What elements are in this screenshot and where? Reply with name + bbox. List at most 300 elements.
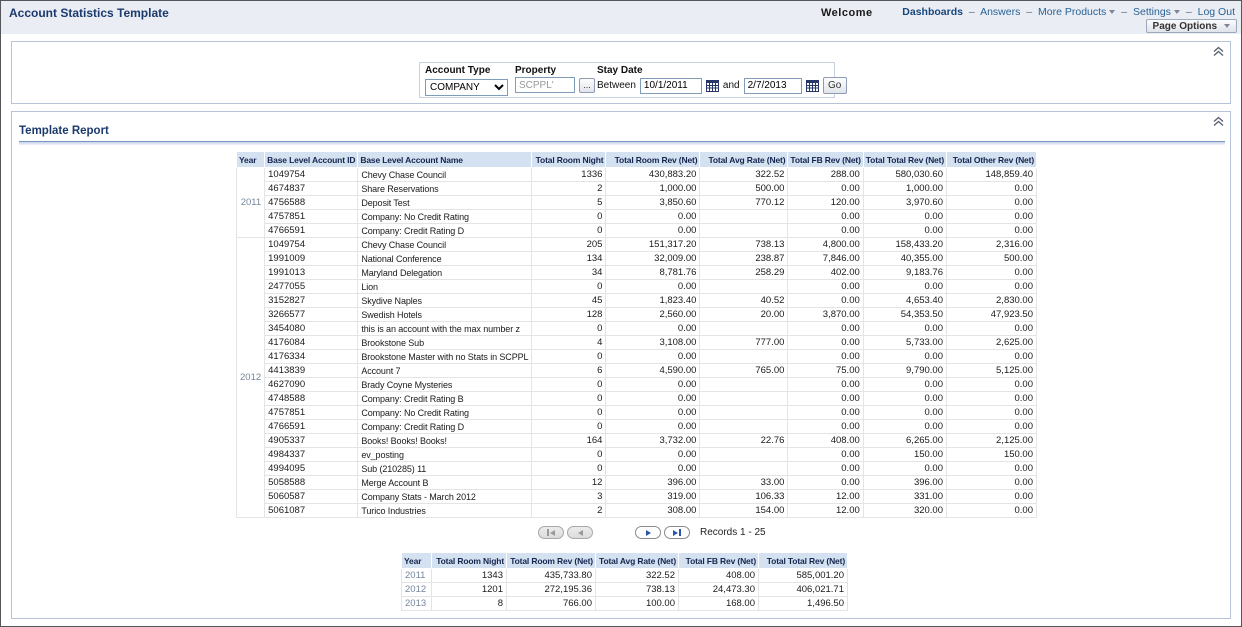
table-cell: 0.00	[863, 210, 946, 224]
table-cell: 0.00	[947, 392, 1037, 406]
table-cell: 0.00	[606, 378, 700, 392]
table-cell: 0	[532, 350, 606, 364]
table-cell: 0.00	[947, 210, 1037, 224]
next-page-button[interactable]	[635, 526, 661, 539]
table-row	[237, 490, 1037, 504]
table-cell: 0.00	[947, 182, 1037, 196]
table-cell: 319.00	[606, 490, 700, 504]
table-cell: 331.00	[863, 490, 946, 504]
table-cell: 5058588	[265, 476, 358, 490]
table-row	[237, 224, 1037, 238]
table-cell: 4757851	[265, 210, 358, 224]
table-row	[237, 210, 1037, 224]
table-cell: 4748588	[265, 392, 358, 406]
stay-date-label: Stay Date	[597, 65, 643, 76]
table-cell: 12.00	[788, 490, 863, 504]
stay-date-from-input[interactable]	[640, 78, 702, 94]
prompt-filter-box	[419, 62, 842, 98]
year-cell: 2012	[402, 583, 432, 597]
column-header: Total Total Rev (Net)	[863, 152, 946, 168]
table-cell: 322.52	[700, 168, 788, 182]
year-cell: 2013	[402, 597, 432, 611]
table-cell: 32,009.00	[606, 252, 700, 266]
table-row	[237, 182, 1037, 196]
stay-date-group	[597, 65, 847, 94]
table-cell: 3,870.00	[788, 308, 863, 322]
table-cell: 4905337	[265, 434, 358, 448]
table-cell	[700, 462, 788, 476]
table-cell: 6	[532, 364, 606, 378]
chevron-down-icon	[1224, 24, 1230, 28]
table-cell: 134	[532, 252, 606, 266]
table-cell: 308.00	[606, 504, 700, 518]
table-cell: 45	[532, 294, 606, 308]
between-label: Between	[597, 80, 636, 91]
table-cell: 3,850.60	[606, 196, 700, 210]
table-row	[237, 448, 1037, 462]
table-cell: 580,030.60	[863, 168, 946, 182]
table-cell: 0.00	[606, 448, 700, 462]
table-cell: 0	[532, 420, 606, 434]
table-cell: 2,625.00	[947, 336, 1037, 350]
table-cell: 0.00	[606, 224, 700, 238]
table-cell: 1,823.40	[606, 294, 700, 308]
table-row	[402, 569, 848, 583]
table-cell: Chevy Chase Council	[358, 168, 532, 182]
table-cell	[700, 280, 788, 294]
calendar-icon[interactable]	[806, 80, 819, 92]
table-cell: 0.00	[947, 378, 1037, 392]
table-cell: 0.00	[863, 420, 946, 434]
and-label: and	[722, 80, 740, 91]
table-cell: 396.00	[606, 476, 700, 490]
table-cell: 585,001.20	[759, 569, 848, 583]
table-cell: 406,021.71	[759, 583, 848, 597]
account-type-label: Account Type	[425, 65, 491, 76]
table-cell: 1,000.00	[606, 182, 700, 196]
table-cell: Books! Books! Books!	[358, 434, 532, 448]
table-row	[402, 597, 848, 611]
table-cell: Brookstone Master with no Stats in SCPPL	[358, 350, 532, 364]
table-cell: 0.00	[947, 476, 1037, 490]
column-header: Total Room Rev (Net)	[606, 152, 700, 168]
table-cell: 0	[532, 378, 606, 392]
table-cell: 0	[532, 448, 606, 462]
table-cell: 3,108.00	[606, 336, 700, 350]
table-cell: Swedish Hotels	[358, 308, 532, 322]
table-cell: 4176084	[265, 336, 358, 350]
table-cell: 0.00	[947, 406, 1037, 420]
table-cell: 4,800.00	[788, 238, 863, 252]
table-cell: 4766591	[265, 224, 358, 238]
table-cell: 738.13	[700, 238, 788, 252]
table-cell: 168.00	[679, 597, 759, 611]
table-cell: 205	[532, 238, 606, 252]
table-cell: 4766591	[265, 420, 358, 434]
table-cell: 500.00	[947, 252, 1037, 266]
table-cell: 0.00	[947, 322, 1037, 336]
table-cell: 0.00	[863, 378, 946, 392]
table-row	[237, 294, 1037, 308]
column-header: Total Room Night	[432, 553, 507, 569]
table-header-row	[237, 152, 1037, 168]
table-cell: 0.00	[788, 406, 863, 420]
collapse-section-icon[interactable]	[1211, 115, 1226, 128]
column-header: Total FB Rev (Net)	[788, 152, 863, 168]
table-cell: Share Reservations	[358, 182, 532, 196]
table-cell: 0.00	[947, 266, 1037, 280]
column-header: Total Avg Rate (Net)	[596, 553, 679, 569]
nav-dashboards-link[interactable]: Dashboards	[902, 6, 963, 18]
table-cell: 0.00	[863, 322, 946, 336]
report-panel	[11, 111, 1231, 619]
table-cell: 150.00	[863, 448, 946, 462]
column-header: Total FB Rev (Net)	[679, 553, 759, 569]
property-label: Property	[515, 65, 557, 76]
global-nav	[902, 6, 1235, 18]
chevron-down-icon	[1174, 10, 1180, 14]
table-cell: National Conference	[358, 252, 532, 266]
table-cell: 0	[532, 462, 606, 476]
table-cell: 0.00	[606, 392, 700, 406]
table-cell: 150.00	[947, 448, 1037, 462]
table-cell: 0.00	[788, 392, 863, 406]
table-cell: 0.00	[606, 462, 700, 476]
table-row	[237, 266, 1037, 280]
table-cell: 0.00	[788, 378, 863, 392]
table-cell	[700, 210, 788, 224]
year-group-cell: 2012	[237, 238, 265, 518]
table-cell: 20.00	[700, 308, 788, 322]
table-cell: this is an account with the max number z	[358, 322, 532, 336]
table-cell: Skydive Naples	[358, 294, 532, 308]
table-cell: 1201	[432, 583, 507, 597]
table-cell: 3266577	[265, 308, 358, 322]
table-cell: 430,883.20	[606, 168, 700, 182]
records-count-label: Records 1 - 25	[700, 527, 766, 538]
table-cell: Turico Industries	[358, 504, 532, 518]
table-cell: 770.12	[700, 196, 788, 210]
table-cell: 402.00	[788, 266, 863, 280]
table-row	[237, 364, 1037, 378]
property-browse-button[interactable]: ...	[579, 78, 595, 93]
table-cell: 8	[432, 597, 507, 611]
nav-separator: –	[1121, 6, 1128, 18]
property-group	[515, 65, 595, 93]
table-cell	[700, 378, 788, 392]
table-cell: 0	[532, 224, 606, 238]
filters-panel	[11, 41, 1231, 104]
previous-page-button[interactable]	[567, 526, 593, 539]
table-cell: 22.76	[700, 434, 788, 448]
table-cell: 500.00	[700, 182, 788, 196]
table-cell: 100.00	[596, 597, 679, 611]
table-cell: 0	[532, 406, 606, 420]
table-cell: 40.52	[700, 294, 788, 308]
column-header: Total Other Rev (Net)	[947, 152, 1037, 168]
table-cell: 4627090	[265, 378, 358, 392]
column-header: Year	[237, 152, 265, 168]
table-cell: 7,846.00	[788, 252, 863, 266]
table-cell: 0.00	[606, 350, 700, 364]
table-cell: 2,316.00	[947, 238, 1037, 252]
table-cell: 0	[532, 280, 606, 294]
table-cell: 0.00	[788, 350, 863, 364]
table-cell: 0.00	[947, 420, 1037, 434]
table-row	[237, 434, 1037, 448]
page-title: Account Statistics Template	[9, 6, 169, 20]
table-cell: 4757851	[265, 406, 358, 420]
table-cell: 4176334	[265, 350, 358, 364]
table-cell: 0.00	[947, 350, 1037, 364]
table-cell: Company: Credit Rating D	[358, 420, 532, 434]
table-cell: 0.00	[606, 280, 700, 294]
nav-separator: –	[968, 6, 975, 18]
welcome-text: Welcome	[821, 7, 873, 19]
table-cell: 408.00	[788, 434, 863, 448]
table-cell: 4756588	[265, 196, 358, 210]
table-row	[237, 280, 1037, 294]
yearly-summary-table	[401, 552, 848, 611]
nav-separator: –	[1026, 6, 1033, 18]
table-cell: 2477055	[265, 280, 358, 294]
table-cell: 4994095	[265, 462, 358, 476]
table-cell: Maryland Delegation	[358, 266, 532, 280]
table-cell: 2	[532, 182, 606, 196]
table-cell: Brady Coyne Mysteries	[358, 378, 532, 392]
table-cell: 164	[532, 434, 606, 448]
table-cell: 0.00	[606, 406, 700, 420]
table-cell: 2,830.00	[947, 294, 1037, 308]
table-row	[237, 392, 1037, 406]
calendar-icon[interactable]	[706, 80, 719, 92]
year-cell: 2011	[402, 569, 432, 583]
table-row	[237, 336, 1037, 350]
table-cell	[700, 350, 788, 364]
table-row	[237, 476, 1037, 490]
table-cell: 396.00	[863, 476, 946, 490]
table-cell	[700, 322, 788, 336]
table-cell: 0.00	[606, 322, 700, 336]
go-button[interactable]: Go	[823, 77, 847, 94]
table-cell: 0.00	[788, 476, 863, 490]
table-cell: 4984337	[265, 448, 358, 462]
table-cell: 154.00	[700, 504, 788, 518]
table-cell: 0.00	[947, 462, 1037, 476]
table-cell: Company: Credit Rating D	[358, 224, 532, 238]
table-cell: 151,317.20	[606, 238, 700, 252]
last-page-button[interactable]	[664, 526, 690, 539]
table-cell: 47,923.50	[947, 308, 1037, 322]
table-cell: 1991013	[265, 266, 358, 280]
table-cell: 148,859.40	[947, 168, 1037, 182]
table-cell: 0.00	[788, 210, 863, 224]
table-cell: 0.00	[788, 280, 863, 294]
table-cell: 3,732.00	[606, 434, 700, 448]
table-cell: 0.00	[788, 182, 863, 196]
table-cell: 12	[532, 476, 606, 490]
table-cell: Account 7	[358, 364, 532, 378]
nav-logout-link[interactable]: Log Out	[1197, 6, 1235, 18]
table-row	[237, 420, 1037, 434]
table-cell: Company: Credit Rating B	[358, 392, 532, 406]
table-cell	[700, 406, 788, 420]
chevron-down-icon	[1109, 10, 1115, 14]
account-type-select[interactable]	[425, 79, 508, 96]
table-cell: 4	[532, 336, 606, 350]
table-cell: 238.87	[700, 252, 788, 266]
table-cell: 1049754	[265, 168, 358, 182]
table-cell: 8,781.76	[606, 266, 700, 280]
table-cell: 1336	[532, 168, 606, 182]
table-cell: 0.00	[863, 462, 946, 476]
table-cell: 0.00	[863, 224, 946, 238]
page-options-button[interactable]: Page Options	[1146, 19, 1237, 33]
column-header: Total Room Night	[532, 152, 606, 168]
table-cell: 765.00	[700, 364, 788, 378]
table-row	[237, 350, 1037, 364]
stay-date-to-input[interactable]	[744, 78, 802, 94]
table-cell: 2	[532, 504, 606, 518]
column-header: Year	[402, 553, 432, 569]
table-cell: 0.00	[606, 210, 700, 224]
table-cell: 435,733.80	[507, 569, 596, 583]
column-header: Total Room Rev (Net)	[507, 553, 596, 569]
first-page-button[interactable]	[538, 526, 564, 539]
table-cell: ev_posting	[358, 448, 532, 462]
year-group-cell: 2011	[237, 168, 265, 238]
table-cell: 34	[532, 266, 606, 280]
table-cell: 128	[532, 308, 606, 322]
table-cell: 0	[532, 210, 606, 224]
table-cell: 0.00	[947, 504, 1037, 518]
table-cell: 322.52	[596, 569, 679, 583]
column-header: Total Total Rev (Net)	[759, 553, 848, 569]
table-cell	[700, 420, 788, 434]
table-cell: 0.00	[863, 350, 946, 364]
table-cell: 2,560.00	[606, 308, 700, 322]
collapse-section-icon[interactable]	[1211, 45, 1226, 58]
table-cell: 12.00	[788, 504, 863, 518]
table-cell: 5061087	[265, 504, 358, 518]
table-cell: 0.00	[947, 280, 1037, 294]
account-statistics-table	[236, 151, 1037, 518]
table-cell	[700, 392, 788, 406]
table-cell: 1,000.00	[863, 182, 946, 196]
table-cell: 0.00	[788, 448, 863, 462]
nav-settings-menu[interactable]: Settings	[1133, 6, 1180, 18]
table-cell: 1991009	[265, 252, 358, 266]
property-input[interactable]	[515, 77, 575, 93]
table-cell: 1,496.50	[759, 597, 848, 611]
nav-answers-link[interactable]: Answers	[980, 6, 1021, 18]
top-header-bar	[1, 1, 1241, 34]
table-cell: 0.00	[788, 322, 863, 336]
table-cell: 320.00	[863, 504, 946, 518]
table-row	[237, 196, 1037, 210]
table-cell: 1343	[432, 569, 507, 583]
table-cell: 0.00	[788, 420, 863, 434]
table-row	[237, 168, 1037, 182]
table-cell: 9,183.76	[863, 266, 946, 280]
table-cell: 4674837	[265, 182, 358, 196]
table-cell	[700, 224, 788, 238]
table-cell: Company: No Credit Rating	[358, 406, 532, 420]
table-cell: 738.13	[596, 583, 679, 597]
table-row	[237, 504, 1037, 518]
table-cell: 0.00	[788, 462, 863, 476]
table-row	[237, 252, 1037, 266]
table-cell: Merge Account B	[358, 476, 532, 490]
table-cell: Company Stats - March 2012	[358, 490, 532, 504]
table-cell: 2,125.00	[947, 434, 1037, 448]
table-cell: 3454080	[265, 322, 358, 336]
report-title-rule	[19, 141, 1225, 145]
table-cell: 766.00	[507, 597, 596, 611]
table-row	[237, 238, 1037, 252]
table-cell: Deposit Test	[358, 196, 532, 210]
table-cell: Chevy Chase Council	[358, 238, 532, 252]
table-cell: Company: No Credit Rating	[358, 210, 532, 224]
table-row	[237, 322, 1037, 336]
table-cell: 0	[532, 392, 606, 406]
table-cell: 272,195.36	[507, 583, 596, 597]
table-cell: 24,473.30	[679, 583, 759, 597]
table-cell: 0.00	[788, 294, 863, 308]
table-cell: 75.00	[788, 364, 863, 378]
table-cell: 408.00	[679, 569, 759, 583]
table-row	[237, 462, 1037, 476]
nav-more-products-menu[interactable]: More Products	[1038, 6, 1115, 18]
table-cell: 33.00	[700, 476, 788, 490]
column-header: Total Avg Rate (Net)	[700, 152, 788, 168]
table-cell: 3,970.60	[863, 196, 946, 210]
table-cell: 288.00	[788, 168, 863, 182]
table-cell: 4413839	[265, 364, 358, 378]
table-cell: 3152827	[265, 294, 358, 308]
table-cell: 258.29	[700, 266, 788, 280]
table-cell: 4,590.00	[606, 364, 700, 378]
pagination-controls	[538, 525, 766, 540]
table-row	[237, 308, 1037, 322]
table-row	[237, 406, 1037, 420]
table-header-row	[402, 553, 848, 569]
column-header: Base Level Account ID	[265, 152, 358, 168]
table-cell: 5,733.00	[863, 336, 946, 350]
table-cell: 0.00	[863, 392, 946, 406]
table-cell: 6,265.00	[863, 434, 946, 448]
table-cell: 0.00	[863, 280, 946, 294]
table-cell: 120.00	[788, 196, 863, 210]
table-cell: 0.00	[606, 420, 700, 434]
table-cell: Lion	[358, 280, 532, 294]
table-cell: 40,355.00	[863, 252, 946, 266]
table-cell: Sub (210285) 11	[358, 462, 532, 476]
table-cell: 106.33	[700, 490, 788, 504]
column-header: Base Level Account Name	[358, 152, 532, 168]
table-cell: 5,125.00	[947, 364, 1037, 378]
table-cell: 777.00	[700, 336, 788, 350]
table-cell: 4,653.40	[863, 294, 946, 308]
table-cell: 9,790.00	[863, 364, 946, 378]
table-cell: 5060587	[265, 490, 358, 504]
table-cell: 1049754	[265, 238, 358, 252]
table-cell: 0.00	[788, 224, 863, 238]
table-cell: 0.00	[788, 336, 863, 350]
nav-separator: –	[1185, 6, 1192, 18]
table-cell	[700, 448, 788, 462]
table-cell: 0.00	[947, 224, 1037, 238]
